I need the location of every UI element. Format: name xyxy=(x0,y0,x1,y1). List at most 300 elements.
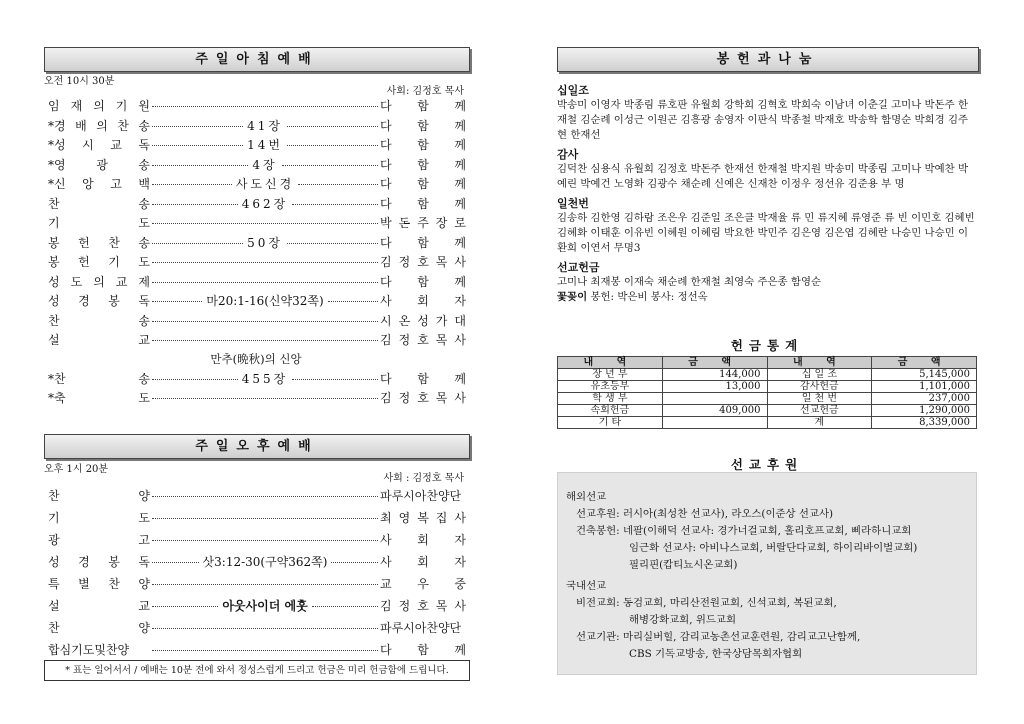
order-item-char: 송 xyxy=(138,371,150,386)
order-item-leader-char: 다 xyxy=(380,274,392,289)
order-item-char: 경 xyxy=(78,294,90,309)
finance-header: 금 액 xyxy=(662,357,767,369)
order-item-detail: 4장 xyxy=(252,157,278,172)
overseas-line-1 xyxy=(566,506,976,523)
flower-detail: 봉헌: 박은비 봉사: 정선옥 xyxy=(590,291,708,303)
order-item-leader xyxy=(380,136,468,153)
order-item-leader-char: 함 xyxy=(417,118,429,133)
order-item-leader-char: 주 xyxy=(417,216,429,231)
finance-header: 내 역 xyxy=(558,357,663,369)
order-item-leader-char: 다 xyxy=(380,138,392,153)
order-item-leader-char: 다 xyxy=(380,642,392,657)
order-item-char: 교 xyxy=(115,274,128,289)
order-item-char: 찬 xyxy=(48,620,60,635)
order-item-name xyxy=(48,292,150,309)
finance-cell: 학 생 부 xyxy=(558,393,663,405)
overseas-label-1: 선교후원: xyxy=(576,508,620,520)
order-item-name xyxy=(48,509,150,526)
order-item-char: 송 xyxy=(138,196,150,211)
dot-leader xyxy=(152,540,378,541)
order-item-name xyxy=(48,253,150,270)
order-item-char: 임 xyxy=(48,99,60,114)
order-row xyxy=(44,528,468,550)
dot-leader xyxy=(292,379,378,380)
order-item-name xyxy=(48,234,150,251)
order-item-leader xyxy=(380,641,468,658)
order-item-leader-char: 김 xyxy=(380,333,392,348)
order-item-leader xyxy=(380,389,468,406)
order-item-leader-char: 께 xyxy=(454,138,466,153)
order-item-leader-char: 사 xyxy=(454,391,466,406)
dot-leader xyxy=(152,628,378,629)
order-item-char: 교 xyxy=(138,333,150,348)
order-item-name xyxy=(48,641,150,658)
order-item-leader-char: 자 xyxy=(454,532,466,547)
domestic-text-1a: 동검교회, 마리산전원교회, 신석교회, 복된교회, xyxy=(622,597,837,609)
order-item-leader-char: 회 xyxy=(417,554,429,569)
offering-list xyxy=(557,79,977,305)
dot-leader xyxy=(312,606,378,607)
overseas-text-1: 러시아(최성찬 선교사), 라오스(이준상 선교사) xyxy=(622,508,834,520)
order-item-leader-char: 온 xyxy=(398,313,411,328)
overseas-line-2 xyxy=(566,523,976,540)
finance-cell: 선교헌금 xyxy=(767,405,872,417)
finance-cell: 144,000 xyxy=(662,369,767,381)
finance-title: 헌금통계 xyxy=(730,338,804,353)
finance-cell: 1,101,000 xyxy=(872,381,977,393)
finance-cell: 1,290,000 xyxy=(872,405,977,417)
order-item-char: 배 xyxy=(75,118,87,133)
order-item-char: 별 xyxy=(78,576,90,591)
finance-cell: 일 천 번 xyxy=(767,393,872,405)
order-item-leader-char: 함 xyxy=(417,235,429,250)
finance-cell: 속회헌금 xyxy=(558,405,663,417)
order-item-char: 성 xyxy=(48,274,60,289)
order-item-leader-char: 자 xyxy=(454,554,467,569)
order-item-name xyxy=(48,195,150,212)
order-item-leader-char: 대 xyxy=(454,313,466,328)
order-item-leader-char: 김 xyxy=(380,391,392,406)
finance-header-row xyxy=(558,357,977,369)
order-item-char: 고 xyxy=(138,532,150,547)
tithe-heading: 십일조 xyxy=(557,84,589,97)
order-item-leader-char: 중 xyxy=(454,576,466,591)
order-item-name xyxy=(48,156,150,173)
domestic-label-2: 선교기관: xyxy=(576,631,620,643)
order-item-char: *축 xyxy=(48,391,66,406)
order-item-leader-char: 함 xyxy=(417,274,429,289)
order-item-leader-char: 께 xyxy=(454,177,466,192)
order-item-leader xyxy=(380,175,468,192)
order-row xyxy=(44,116,468,136)
afternoon-presider-line xyxy=(44,469,468,483)
order-item-leader-char: 함 xyxy=(417,177,429,192)
overseas-text-2a: 네팔(이해덕 선교사: 경가너걸교회, 홀리호프교회, 삐라하니교회 xyxy=(622,525,912,537)
finance-cell: 237,000 xyxy=(872,393,977,405)
order-item-leader-char: 사 xyxy=(454,333,466,348)
order-item-char: 제 xyxy=(138,274,150,289)
order-item-name xyxy=(48,331,150,348)
support-box xyxy=(557,472,977,675)
order-row xyxy=(44,594,468,616)
sermon-title: 만추(晩秋)의 신앙 xyxy=(210,351,302,366)
order-item-name xyxy=(48,97,150,114)
order-item-leader-char: 다 xyxy=(380,196,392,211)
domestic-heading: 국내선교 xyxy=(566,580,607,592)
order-item-leader-char: 함 xyxy=(417,99,429,114)
order-row xyxy=(44,155,468,175)
dot-leader xyxy=(152,106,378,107)
order-row xyxy=(44,135,468,155)
order-item-leader xyxy=(380,553,468,570)
order-item-leader-char: 목 xyxy=(435,333,448,348)
order-row xyxy=(44,484,468,506)
finance-table xyxy=(557,356,977,429)
order-item-leader-char: 호 xyxy=(417,598,429,613)
order-item-char: 찬 xyxy=(48,196,60,211)
dot-leader xyxy=(152,584,378,585)
dot-leader xyxy=(152,301,202,302)
order-item-leader-char: 성 xyxy=(417,313,429,328)
order-item-char: 의 xyxy=(93,99,105,114)
finance-cell: 계 xyxy=(767,417,872,429)
order-item-name xyxy=(48,389,150,406)
order-item-leader-char: 파루시아찬양단 xyxy=(380,620,462,635)
order-item-detail: 41장 xyxy=(247,118,283,133)
order-item-leader-char: 정 xyxy=(398,391,411,406)
order-item-leader-char: 돈 xyxy=(398,216,411,231)
order-item-char: 송 xyxy=(138,235,150,250)
order-item-char: *경 xyxy=(48,118,66,133)
dot-leader xyxy=(287,145,378,146)
finance-row xyxy=(558,405,977,417)
order-item-leader-char: 께 xyxy=(454,642,466,657)
order-item-leader-char: 최 xyxy=(380,510,392,525)
order-item-leader-char: 회 xyxy=(417,532,429,547)
order-item-char: 봉 xyxy=(108,294,120,309)
finance-row xyxy=(558,369,977,381)
order-item-char: 앙 xyxy=(82,177,94,192)
order-item-leader-char: 께 xyxy=(454,118,466,133)
order-item-leader-char: 께 xyxy=(454,274,466,289)
order-item-leader xyxy=(380,214,468,231)
overseas-text-2b: 임근화 선교사: 아비나스교회, 버랄단다교회, 하이리바이벌교회) xyxy=(629,542,918,554)
order-item-char: 설 xyxy=(48,333,60,348)
dot-leader xyxy=(152,340,378,341)
finance-cell xyxy=(662,417,767,429)
morning-time: 오전 10시 30분 xyxy=(44,76,115,87)
order-item-leader-char: 로 xyxy=(454,216,466,231)
order-item-leader-char: 목 xyxy=(435,391,448,406)
domestic-text-1b: 해병강화교회, 위드교회 xyxy=(629,614,736,626)
domestic-line-2 xyxy=(566,629,976,646)
support-title: 선교후원 xyxy=(730,457,804,472)
order-item-char: 광 xyxy=(48,532,60,547)
order-item-leader-char: 영 xyxy=(398,510,411,525)
order-item-char: 재 xyxy=(70,99,83,114)
finance-row xyxy=(558,381,977,393)
order-item-leader xyxy=(380,234,468,251)
order-row xyxy=(44,233,468,253)
order-item-char: 경 xyxy=(78,554,90,569)
order-item-leader-char: 께 xyxy=(454,371,466,386)
order-item-leader-char: 박 xyxy=(380,216,392,231)
order-item-char: 찬 xyxy=(108,235,120,250)
domestic-text-2b: CBS 기독교방송, 한국상담목회자협회 xyxy=(629,648,803,660)
dot-leader xyxy=(152,398,378,399)
order-item-char: 찬 xyxy=(48,313,60,328)
dot-leader xyxy=(152,145,243,146)
order-item-leader-char: 다 xyxy=(380,157,392,172)
order-item-leader-char: 호 xyxy=(417,333,429,348)
flower-line xyxy=(557,290,977,305)
order-item-leader-char: 사 xyxy=(380,554,392,569)
dot-leader xyxy=(287,243,378,244)
order-item-name xyxy=(48,487,150,504)
order-row xyxy=(44,252,468,272)
morning-presider: 사회: 김정호 목사 xyxy=(386,86,464,97)
order-item-leader xyxy=(380,619,468,636)
order-item-char: 양 xyxy=(138,620,150,635)
order-item-char: 광 xyxy=(96,157,108,172)
flower-heading: 꽃꽂이 xyxy=(557,291,588,303)
dot-leader xyxy=(152,126,243,127)
order-item-char: 봉 xyxy=(48,235,60,250)
order-item-detail: 462장 xyxy=(241,196,289,211)
dot-leader xyxy=(287,126,378,127)
order-item-leader-char: 정 xyxy=(398,598,411,613)
morning-order xyxy=(44,96,468,408)
order-item-char: 의 xyxy=(96,118,108,133)
order-item-leader-char: 호 xyxy=(417,391,429,406)
order-item-char: *성 xyxy=(48,138,66,153)
order-row xyxy=(44,388,468,408)
order-item-char: 교 xyxy=(138,598,150,613)
order-item-leader xyxy=(380,370,468,387)
order-item-char: 도 xyxy=(138,391,150,406)
order-row xyxy=(44,638,468,660)
order-item-leader-char: 복 xyxy=(417,510,429,525)
finance-cell: 장 년 부 xyxy=(558,369,663,381)
order-row xyxy=(44,311,468,331)
order-item-leader xyxy=(380,97,468,114)
afternoon-presider: 사회 : 김정호 목사 xyxy=(383,473,464,484)
order-row xyxy=(44,96,468,116)
order-item-leader xyxy=(380,331,468,348)
order-item-detail: 사도신경 xyxy=(235,177,295,192)
order-item-char: 원 xyxy=(138,99,150,114)
finance-header: 금 액 xyxy=(872,357,977,369)
order-item-leader-char: 사 xyxy=(380,532,392,547)
order-item-leader-char: 목 xyxy=(435,255,448,270)
mission-heading: 선교헌금 xyxy=(557,261,600,274)
order-item-char: 찬 xyxy=(108,576,120,591)
order-item-leader xyxy=(380,195,468,212)
order-item-char: 찬 xyxy=(48,488,60,503)
order-item-char: 특 xyxy=(48,576,60,591)
order-row xyxy=(44,174,468,194)
finance-cell: 8,339,000 xyxy=(872,417,977,429)
order-item-leader xyxy=(380,312,468,329)
dot-leader xyxy=(152,165,248,166)
dot-leader xyxy=(152,204,238,205)
order-item-char: 시 xyxy=(82,138,94,153)
order-item-char: 도 xyxy=(138,510,150,525)
domestic-text-2a: 마리실버힐, 감리교농촌선교훈련원, 감리교고난함께, xyxy=(622,631,861,643)
order-item-leader-char: 목 xyxy=(435,598,448,613)
order-row xyxy=(44,330,468,350)
dot-leader xyxy=(152,243,243,244)
dot-leader xyxy=(328,301,378,302)
finance-row xyxy=(558,417,977,429)
order-item-char: 헌 xyxy=(78,235,90,250)
order-item-char: 교 xyxy=(110,138,122,153)
order-item-char: 도 xyxy=(138,216,150,231)
order-item-name xyxy=(48,370,150,387)
thanks-names: 김덕찬 심용식 유월희 김정호 박돈주 한재선 한재철 박지원 박송미 박종림 고미나 박예찬 박예린 박예건 노영화 김광수 채순례 신예은 신재찬 이정우 정선유 김준용 부 명 xyxy=(557,163,969,190)
order-item-leader-char: 시 xyxy=(380,313,392,328)
order-item-char: 양 xyxy=(138,488,150,503)
order-item-detail: 아웃사이더 에훗 xyxy=(222,598,308,613)
afternoon-title: 주일오후예배 xyxy=(44,434,470,459)
dot-leader xyxy=(152,606,218,607)
order-row xyxy=(44,194,468,214)
order-item-name xyxy=(48,136,150,153)
offering-title: 봉헌과나눔 xyxy=(557,47,979,72)
order-item-detail: 455장 xyxy=(241,371,289,386)
finance-cell: 십 일 조 xyxy=(767,369,872,381)
order-row xyxy=(44,550,468,572)
order-item-leader xyxy=(380,253,468,270)
order-item-leader-char: 회 xyxy=(417,294,429,309)
order-item-char: 독 xyxy=(138,294,150,309)
order-item-leader-char: 파루시아찬양단 xyxy=(380,488,462,503)
order-item-leader-char: 께 xyxy=(454,235,466,250)
order-item-char: *찬 xyxy=(48,371,66,386)
order-item-char: 송 xyxy=(138,313,150,328)
order-item-detail: 마20:1-16(신약32쪽) xyxy=(206,294,324,309)
order-item-leader xyxy=(380,292,468,309)
oneday-names: 김송하 김한영 김하람 조은우 김준일 조은클 박재율 류 민 류지혜 류영준 류 빈 이민호 김혜빈 김혜화 이태훈 이유빈 이혜원 이혜림 박요한 박민주 김은영 김은엽 김혜란 나승민 나승민 이환희 이연서 무명3 xyxy=(557,212,975,254)
order-item-name xyxy=(48,117,150,134)
finance-cell xyxy=(662,393,767,405)
overseas-label-2: 건축봉헌: xyxy=(576,525,620,537)
order-row xyxy=(44,291,468,311)
order-item-detail: 50장 xyxy=(247,235,283,250)
order-item-char: 설 xyxy=(48,598,60,613)
order-item-leader-char: 우 xyxy=(417,576,429,591)
order-item-char: 봉 xyxy=(108,554,120,569)
footnote: * 표는 일어서서 / 예배는 10분 전에 와서 정성스럽게 드리고 헌금은 미리 헌금함에 드립니다. xyxy=(44,660,470,681)
order-item-char: 독 xyxy=(138,554,150,569)
afternoon-time: 오후 1시 20분 xyxy=(44,464,109,475)
order-item-char: 고 xyxy=(110,177,122,192)
order-item-char: 송 xyxy=(138,118,150,133)
order-item-char: 도 xyxy=(138,255,150,270)
dot-leader xyxy=(152,321,378,322)
order-row xyxy=(44,506,468,528)
order-item-leader-char: 께 xyxy=(454,99,466,114)
morning-presider-line xyxy=(44,82,468,96)
domestic-label-1: 비전교회: xyxy=(576,597,620,609)
order-item-leader-char: 께 xyxy=(454,157,467,172)
order-item-name xyxy=(48,553,150,570)
order-item-leader xyxy=(380,597,468,614)
order-item-char: 성 xyxy=(48,554,60,569)
dot-leader xyxy=(331,562,378,563)
order-row xyxy=(44,616,468,638)
finance-cell: 감사헌금 xyxy=(767,381,872,393)
order-item-leader-char: 교 xyxy=(380,576,392,591)
order-item-char: *영 xyxy=(48,157,66,172)
dot-leader xyxy=(152,184,232,185)
finance-row xyxy=(558,393,977,405)
order-item-leader xyxy=(380,531,468,548)
order-item-leader-char: 자 xyxy=(454,294,466,309)
order-item-char: 기 xyxy=(115,99,128,114)
order-item-leader-char: 께 xyxy=(454,196,466,211)
order-item-leader-char: 사 xyxy=(454,255,466,270)
order-item-char: 독 xyxy=(138,138,150,153)
dot-leader xyxy=(152,496,378,497)
order-item-leader xyxy=(380,156,468,173)
order-item-char: 헌 xyxy=(78,255,90,270)
order-item-char: 기 xyxy=(48,216,60,231)
order-row xyxy=(44,213,468,233)
dot-leader xyxy=(152,223,378,224)
dot-leader xyxy=(292,204,378,205)
order-item-char: 기 xyxy=(108,255,120,270)
order-item-leader xyxy=(380,509,468,526)
order-item-leader-char: 사 xyxy=(454,598,466,613)
dot-leader xyxy=(298,184,378,185)
order-item-char: 양 xyxy=(138,576,150,591)
dot-leader xyxy=(152,518,378,519)
thanks-heading: 감사 xyxy=(557,148,579,161)
order-item-leader-char: 함 xyxy=(417,642,429,657)
finance-header: 내 역 xyxy=(767,357,872,369)
order-item-leader-char: 김 xyxy=(380,255,392,270)
order-item-char: 의 xyxy=(93,274,105,289)
order-row xyxy=(44,572,468,594)
order-item-char: 찬 xyxy=(117,118,129,133)
order-item-char: 백 xyxy=(138,177,150,192)
order-item-char: *신 xyxy=(48,177,66,192)
order-item-name xyxy=(48,597,150,614)
overseas-heading: 해외선교 xyxy=(566,491,607,503)
finance-cell: 13,000 xyxy=(662,381,767,393)
order-item-leader-char: 김 xyxy=(380,598,392,613)
order-item-leader xyxy=(380,273,468,290)
dot-leader xyxy=(152,379,238,380)
tithe-names: 박송미 이영자 박종림 류호판 유월희 강학희 김혁호 박희숙 이남녀 이춘길 고미나 박돈주 한재철 김순례 이성근 이원곤 김흥광 송영자 이판식 박종철 박재호 박송학 함명순 박희경 김주현 한재선 xyxy=(557,99,969,141)
order-item-leader-char: 사 xyxy=(454,510,466,525)
overseas-text-2c: 필리핀(캅티뇨시온교회) xyxy=(629,559,738,571)
finance-cell: 409,000 xyxy=(662,405,767,417)
order-item-name xyxy=(48,575,150,592)
order-item-leader-char: 다 xyxy=(380,118,392,133)
order-item-leader-char: 집 xyxy=(435,510,448,525)
finance-cell: 5,145,000 xyxy=(872,369,977,381)
order-item-name xyxy=(48,531,150,548)
order-item-leader-char: 호 xyxy=(417,255,429,270)
order-item-leader-char: 다 xyxy=(380,235,392,250)
order-item-char: 봉 xyxy=(48,255,60,270)
order-item-char: 도 xyxy=(70,274,83,289)
order-item-name xyxy=(48,214,150,231)
order-item-leader-char: 다 xyxy=(380,371,392,386)
oneday-heading: 일천번 xyxy=(557,197,589,210)
